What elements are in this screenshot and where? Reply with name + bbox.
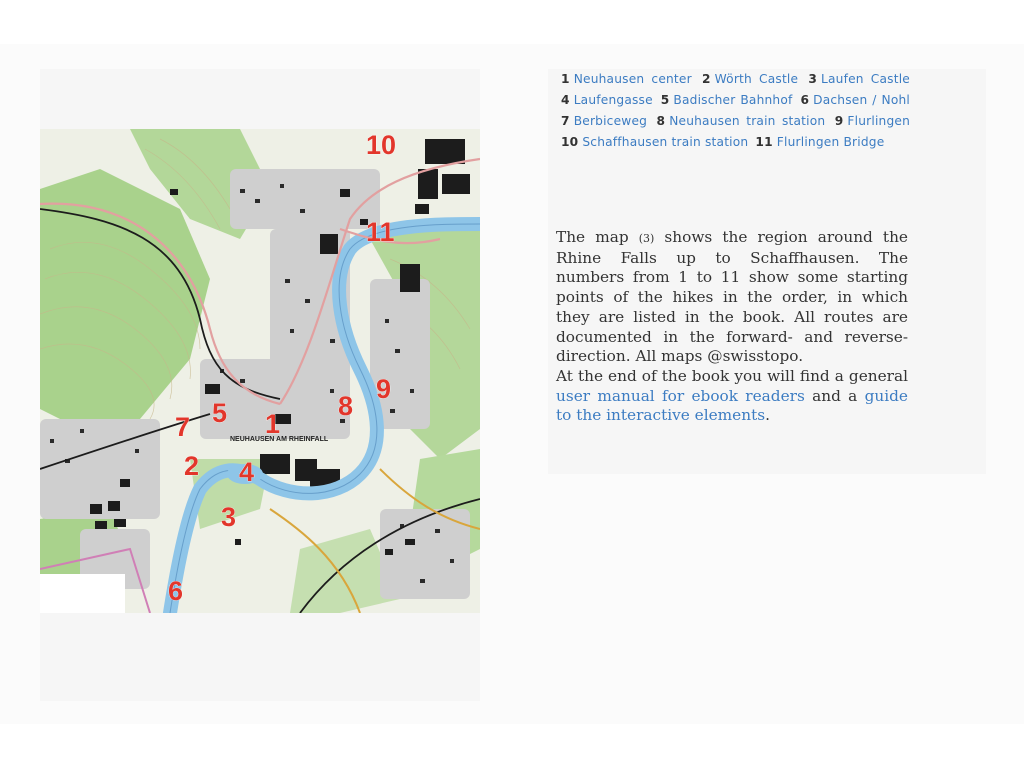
map-marker-5[interactable]: 5 xyxy=(212,398,228,428)
description-text: shows the region around the Rhine Falls up to Schaffhausen. The numbers from 1 to 11 show some starting points of the hikes in the order, in which they are listed in the book. All routes are documented in the forward- and reverse-direction. All maps @swisstopo. xyxy=(556,228,908,366)
legend-item[interactable] xyxy=(561,135,748,149)
legend-number: 8 xyxy=(656,114,666,128)
map-marker-4[interactable]: 4 xyxy=(239,457,255,487)
description-paragraph xyxy=(556,367,908,426)
legend-item[interactable] xyxy=(702,72,798,86)
interactive-guide-link[interactable]: guide to the interactive elements xyxy=(556,386,908,425)
legend-link-neuhausen-train-station[interactable]: Neuhausen train station xyxy=(669,114,826,128)
overview-map[interactable] xyxy=(40,129,480,613)
map-marker-9[interactable]: 9 xyxy=(376,374,392,404)
description-text: The map xyxy=(556,228,629,246)
legend-item[interactable] xyxy=(561,114,647,128)
legend-link-neuhausen-center[interactable]: Neuhausen center xyxy=(573,72,692,86)
legend-link-worth-castle[interactable]: Wörth Castle xyxy=(714,72,799,86)
legend-number: 7 xyxy=(561,114,570,128)
description-text: . xyxy=(765,406,770,425)
legend-number: 10 xyxy=(561,135,579,149)
map-marker-1[interactable]: 1 xyxy=(265,409,281,439)
legend-item[interactable] xyxy=(755,135,884,149)
map-place-label: NEUHAUSEN AM RHEINFALL xyxy=(230,436,329,443)
description-text: At the end of the book you will find a general xyxy=(556,366,908,385)
legend-item[interactable] xyxy=(561,93,653,107)
map-marker-10[interactable]: 10 xyxy=(366,130,397,160)
legend-link-schaffhausen-train-station[interactable]: Schaffhausen train station xyxy=(582,135,749,149)
legend-number: 9 xyxy=(834,114,844,128)
map-marker-8[interactable]: 8 xyxy=(338,391,354,421)
description-paragraph xyxy=(556,228,908,367)
legend-link-dachsen-nohl[interactable]: Dachsen / Nohl xyxy=(813,93,910,107)
description-text: and a xyxy=(812,386,858,405)
legend-link-flurlingen-bridge[interactable]: Flurlingen Bridge xyxy=(776,135,885,149)
legend-number: 11 xyxy=(755,135,773,149)
legend-link-berbiceweg[interactable]: Berbiceweg xyxy=(573,114,648,128)
legend-item[interactable] xyxy=(800,93,910,107)
legend-item[interactable] xyxy=(657,114,826,128)
legend-number: 1 xyxy=(561,72,570,86)
legend-number: 4 xyxy=(561,93,570,107)
legend-link-laufengasse[interactable]: Laufengasse xyxy=(573,93,653,107)
legend-number: 5 xyxy=(660,93,670,107)
legend-item[interactable] xyxy=(661,93,793,107)
legend-item[interactable] xyxy=(561,72,692,86)
map-description xyxy=(556,228,908,426)
map-marker-11[interactable]: 11 xyxy=(366,217,395,247)
legend-link-laufen-castle[interactable]: Laufen Castle xyxy=(821,72,910,86)
legend-number: 2 xyxy=(701,72,711,86)
legend-item[interactable] xyxy=(835,114,910,128)
legend-item[interactable] xyxy=(808,72,910,86)
map-marker-6[interactable]: 6 xyxy=(168,576,184,606)
map-marker-3[interactable]: 3 xyxy=(221,502,237,532)
legend-number: 6 xyxy=(800,93,810,107)
map-legend xyxy=(561,69,913,153)
legend-link-badischer-bahnhof[interactable]: Badischer Bahnhof xyxy=(673,93,793,107)
map-reference: (3) xyxy=(638,232,655,245)
legend-link-flurlingen[interactable]: Flurlingen xyxy=(847,114,911,128)
map-marker-7[interactable]: 7 xyxy=(175,412,191,442)
map-marker-2[interactable]: 2 xyxy=(184,451,200,481)
user-manual-link[interactable]: user manual for ebook readers xyxy=(556,386,805,405)
legend-number: 3 xyxy=(808,72,818,86)
